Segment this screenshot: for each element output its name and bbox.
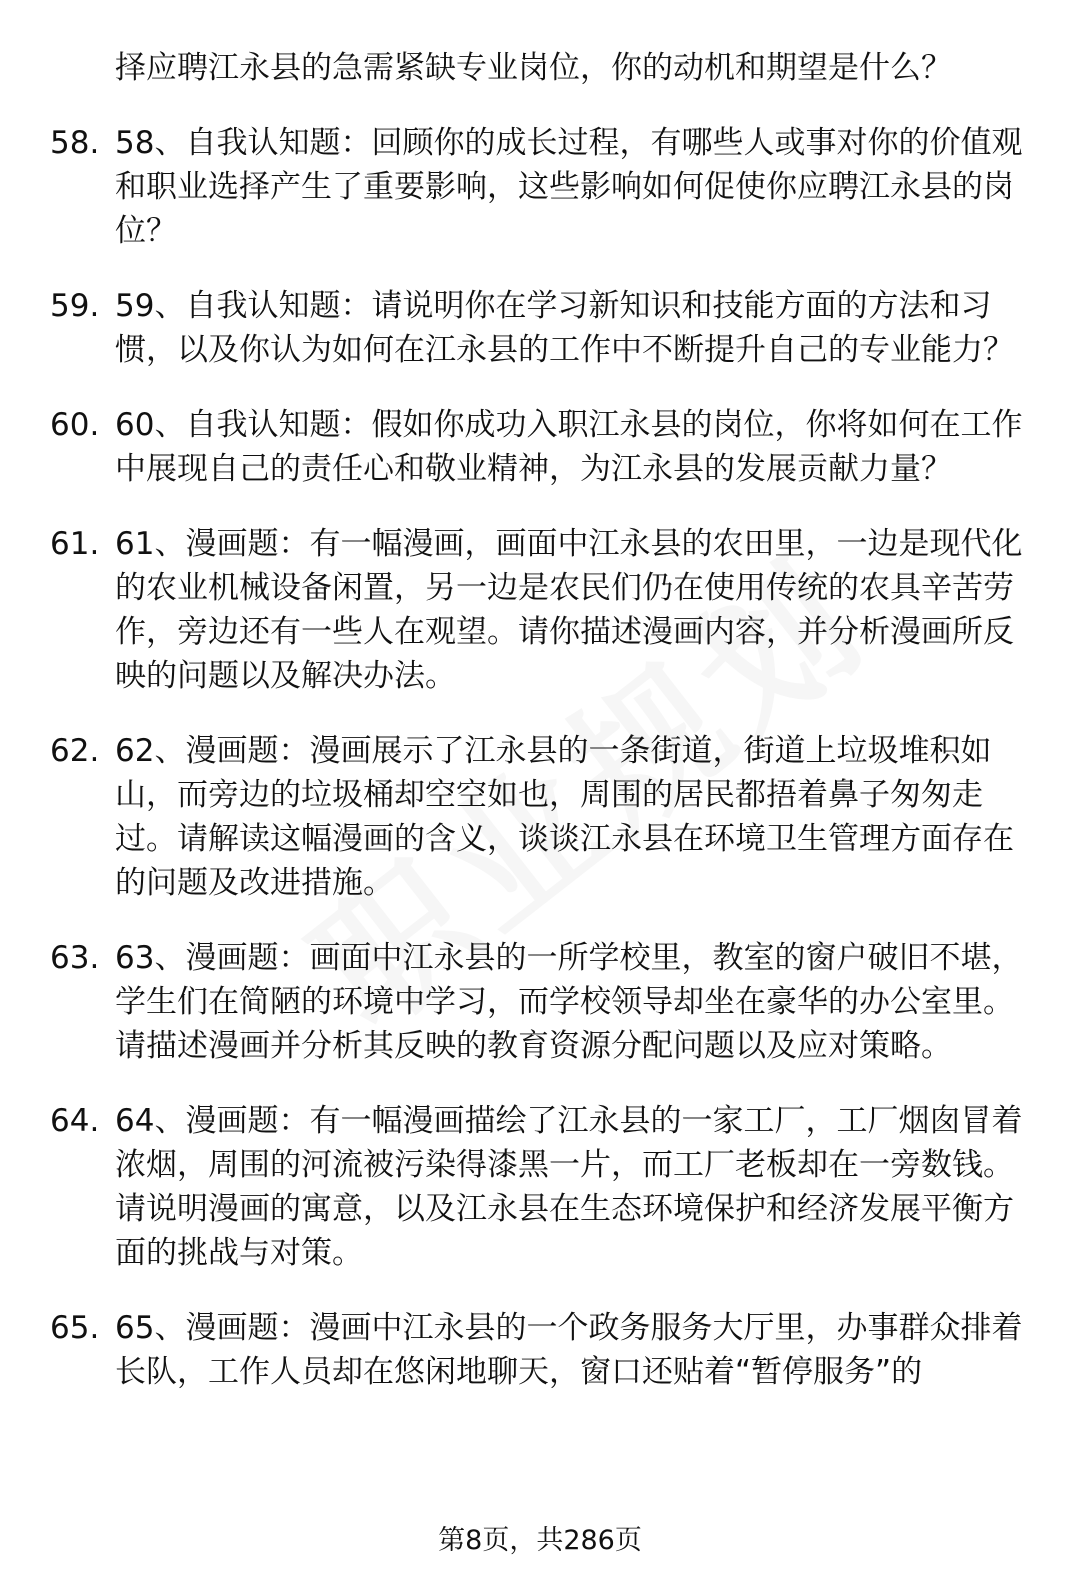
item-number: 65. [50, 1310, 100, 1346]
item-number: 63. [50, 940, 100, 976]
list-item [50, 729, 1035, 905]
item-text: 63、漫画题：画面中江永县的一所学校里，教室的窗户破旧不堪，学生们在简陋的环境中学习，而学校领导却坐在豪华的办公室里。请描述漫画并分析其反映的教育资源分配问题以及应对策略。 [115, 940, 1023, 1064]
continuation-text: 择应聘江永县的急需紧缺专业岗位，你的动机和期望是什么？ [115, 50, 952, 86]
question-list [50, 46, 1035, 1425]
list-item [50, 936, 1035, 1068]
item-number: 64. [50, 1103, 100, 1139]
item-text: 59、自我认知题：请说明你在学习新知识和技能方面的方法和习惯，以及你认为如何在江永县的工作中不断提升自己的专业能力？ [115, 288, 1014, 368]
item-number: 61. [50, 526, 100, 562]
item-text: 61、漫画题：有一幅漫画，画面中江永县的农田里，一边是现代化的农业机械设备闲置，另一边是农民们仍在使用传统的农具辛苦劳作，旁边还有一些人在观望。请你描述漫画内容，并分析漫画所反映的问题以及解决办法。 [115, 526, 1023, 694]
item-number: 60. [50, 407, 100, 443]
list-item [50, 121, 1035, 253]
item-text: 58、自我认知题：回顾你的成长过程，有哪些人或事对你的价值观和职业选择产生了重要影响，这些影响如何促使你应聘江永县的岗位？ [115, 125, 1023, 249]
item-text: 62、漫画题：漫画展示了江永县的一条街道，街道上垃圾堆积如山，而旁边的垃圾桶却空空如也，周围的居民都捂着鼻子匆匆走过。请解读这幅漫画的含义，谈谈江永县在环境卫生管理方面存在的问题及改进措施。 [115, 733, 1014, 901]
item-text: 65、漫画题：漫画中江永县的一个政务服务大厅里，办事群众排着长队，工作人员却在悠闲地聊天，窗口还贴着“暂停服务”的 [115, 1310, 1023, 1390]
item-number: 58. [50, 125, 100, 161]
list-item [50, 1306, 1035, 1394]
item-number: 62. [50, 733, 100, 769]
list-item [50, 1099, 1035, 1275]
item-text: 60、自我认知题：假如你成功入职江永县的岗位，你将如何在工作中展现自己的责任心和敬业精神，为江永县的发展贡献力量？ [115, 407, 1023, 487]
list-item [50, 522, 1035, 698]
item-text: 64、漫画题：有一幅漫画描绘了江永县的一家工厂，工厂烟囱冒着浓烟，周围的河流被污染得漆黑一片，而工厂老板却在一旁数钱。请说明漫画的寓意，以及江永县在生态环境保护和经济发展平衡方面的挑战与对策。 [115, 1103, 1023, 1271]
page-footer: 第8页，共286页 [438, 1525, 642, 1556]
list-item [50, 284, 1035, 372]
item-number: 59. [50, 288, 100, 324]
list-item [50, 403, 1035, 491]
